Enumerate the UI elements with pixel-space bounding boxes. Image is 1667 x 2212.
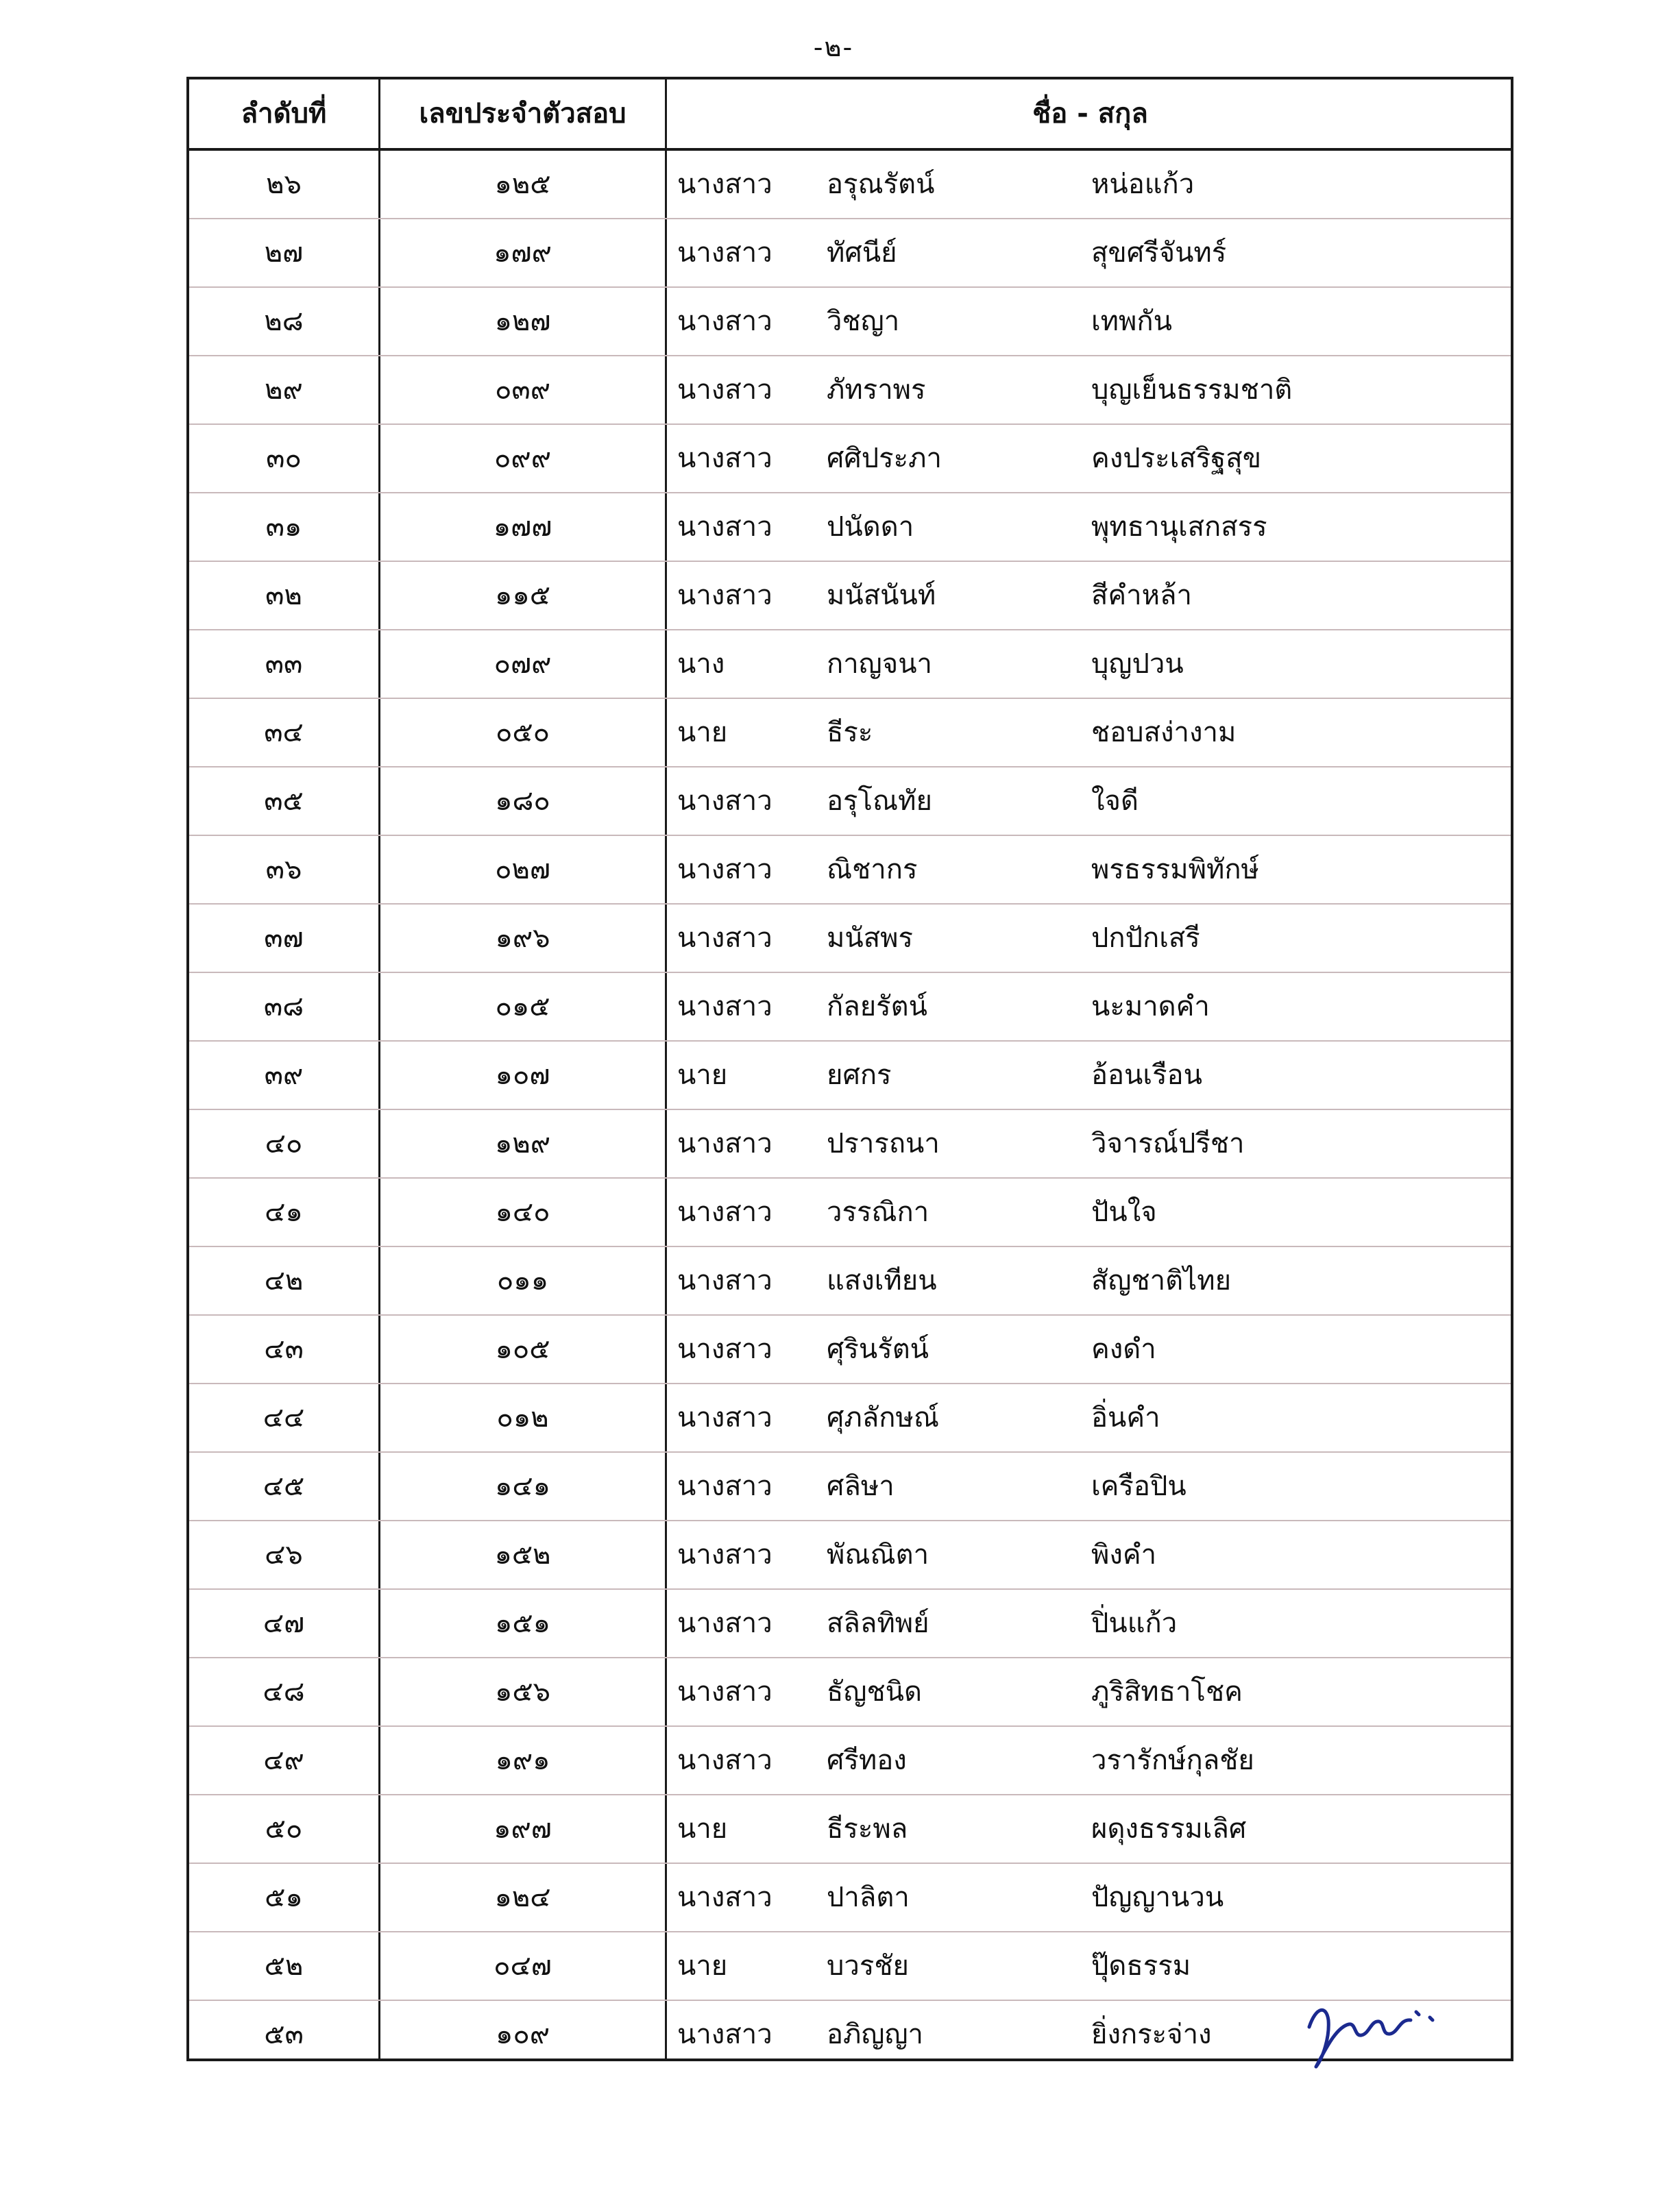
row-title: นาง xyxy=(677,648,725,680)
row-last-name: ใจดี xyxy=(1091,785,1139,817)
row-seq: ๒๗ xyxy=(264,237,304,269)
row-title: นางสาว xyxy=(677,1539,772,1571)
row-last-name: บุญเย็นธรรมชาติ xyxy=(1091,374,1293,406)
header-seq: ลำดับที่ xyxy=(241,98,327,130)
row-exam-id: ๐๑๒ xyxy=(496,1402,549,1434)
row-seq: ๕๐ xyxy=(265,1813,303,1845)
row-seq: ๔๙ xyxy=(263,1745,304,1776)
table-row xyxy=(189,1042,1511,1110)
row-first-name: ศรีทอง xyxy=(827,1745,907,1776)
row-seq: ๔๖ xyxy=(265,1539,303,1571)
table-row xyxy=(189,973,1511,1042)
row-title: นาย xyxy=(677,1950,728,1982)
row-exam-id: ๑๑๕ xyxy=(494,580,551,611)
row-last-name: สีคำหล้า xyxy=(1091,580,1192,611)
row-seq: ๔๗ xyxy=(263,1608,305,1639)
row-exam-id: ๑๘๐ xyxy=(495,785,550,817)
row-seq: ๓๖ xyxy=(265,854,302,885)
row-title: นางสาว xyxy=(677,443,772,474)
row-last-name: พิงคำ xyxy=(1091,1539,1157,1571)
row-title: นางสาว xyxy=(677,511,772,543)
row-title: นางสาว xyxy=(677,1402,772,1434)
row-first-name: ธัญชนิด xyxy=(827,1676,922,1708)
row-title: นางสาว xyxy=(677,1882,772,1913)
row-first-name: อภิญญา xyxy=(827,2019,924,2050)
row-seq: ๕๓ xyxy=(264,2019,304,2050)
row-title: นางสาว xyxy=(677,785,772,817)
row-seq: ๓๑ xyxy=(265,511,302,543)
row-last-name: ยิ่งกระจ่าง xyxy=(1091,2019,1212,2050)
row-seq: ๔๐ xyxy=(265,1128,303,1159)
row-exam-id: ๑๔๑ xyxy=(494,1471,551,1502)
row-first-name: ปรารถนา xyxy=(827,1128,940,1159)
row-first-name: ณิชากร xyxy=(827,854,918,885)
row-title: นางสาว xyxy=(677,1745,772,1776)
row-seq: ๓๔ xyxy=(264,717,304,748)
row-first-name: ปาลิตา xyxy=(827,1882,910,1913)
table-row xyxy=(189,699,1511,767)
row-seq: ๓๗ xyxy=(264,922,304,954)
row-last-name: สุขศรีจันทร์ xyxy=(1091,237,1227,269)
row-seq: ๕๑ xyxy=(265,1882,303,1913)
row-last-name: เครือปิน xyxy=(1091,1471,1187,1502)
row-exam-id: ๐๑๑ xyxy=(496,1265,549,1297)
row-last-name: วิจารณ์ปรีชา xyxy=(1091,1128,1245,1159)
table-row xyxy=(189,1864,1511,1932)
row-exam-id: ๐๕๐ xyxy=(495,717,550,748)
row-exam-id: ๑๕๖ xyxy=(494,1676,551,1708)
row-last-name: ปกปักเสรี xyxy=(1091,922,1200,954)
row-seq: ๓๕ xyxy=(264,785,304,817)
row-seq: ๔๕ xyxy=(263,1471,305,1502)
row-exam-id: ๑๒๕ xyxy=(494,169,551,200)
table-row xyxy=(189,1727,1511,1795)
row-first-name: ศุรินรัตน์ xyxy=(827,1334,929,1365)
row-exam-id: ๐๗๙ xyxy=(494,648,552,680)
row-title: นางสาว xyxy=(677,237,772,269)
table-row xyxy=(189,151,1511,219)
row-first-name: สลิลทิพย์ xyxy=(827,1608,929,1639)
table-row xyxy=(189,356,1511,425)
row-exam-id: ๑๙๑ xyxy=(495,1745,550,1776)
row-last-name: พุทธานุเสกสรร xyxy=(1091,511,1267,543)
table-row xyxy=(189,1247,1511,1316)
row-title: นางสาว xyxy=(677,1471,772,1502)
row-first-name: อรุณรัตน์ xyxy=(827,169,935,200)
row-exam-id: ๐๒๗ xyxy=(495,854,550,885)
row-title: นางสาว xyxy=(677,1334,772,1365)
row-last-name: ผดุงธรรมเลิศ xyxy=(1091,1813,1247,1845)
row-seq: ๓๙ xyxy=(264,1059,304,1091)
table-row xyxy=(189,1179,1511,1247)
row-last-name: คงประเสริฐสุข xyxy=(1091,443,1262,474)
signature xyxy=(1295,1979,1460,2075)
row-last-name: บุญปวน xyxy=(1091,648,1184,680)
row-exam-id: ๑๔๐ xyxy=(495,1196,550,1228)
row-seq: ๓๐ xyxy=(266,443,302,474)
row-exam-id: ๑๒๔ xyxy=(494,1882,551,1913)
table-row xyxy=(189,1658,1511,1727)
row-first-name: ทัศนีย์ xyxy=(827,237,897,269)
row-first-name: ศศิประภา xyxy=(827,443,942,474)
row-title: นางสาว xyxy=(677,1676,772,1708)
page-number: -๒- xyxy=(813,32,854,62)
row-first-name: แสงเทียน xyxy=(827,1265,937,1297)
row-first-name: ยศกร xyxy=(827,1059,892,1091)
row-title: นาย xyxy=(677,1059,728,1091)
row-title: นางสาว xyxy=(677,374,772,406)
row-last-name: อ้อนเรือน xyxy=(1091,1059,1202,1091)
row-first-name: มนัสนันท์ xyxy=(827,580,936,611)
candidate-table xyxy=(186,77,1513,2061)
row-first-name: บวรชัย xyxy=(827,1950,909,1982)
row-last-name: พรธรรมพิทักษ์ xyxy=(1091,854,1259,885)
row-first-name: พัณณิตา xyxy=(827,1539,929,1571)
row-title: นางสาว xyxy=(677,991,772,1022)
row-exam-id: ๑๗๙ xyxy=(494,237,552,269)
row-first-name: ภัทราพร xyxy=(827,374,926,406)
row-seq: ๓๘ xyxy=(263,991,304,1022)
table-row xyxy=(189,1110,1511,1179)
row-title: นางสาว xyxy=(677,2019,772,2050)
table-row xyxy=(189,1521,1511,1590)
row-title: นาย xyxy=(677,1813,728,1845)
table-row xyxy=(189,562,1511,630)
table-row xyxy=(189,1590,1511,1658)
row-exam-id: ๑๐๗ xyxy=(495,1059,550,1091)
row-first-name: อรุโณทัย xyxy=(827,785,932,817)
row-first-name: กัลยรัตน์ xyxy=(827,991,927,1022)
table-row xyxy=(189,425,1511,493)
row-title: นางสาว xyxy=(677,922,772,954)
row-title: นางสาว xyxy=(677,1128,772,1159)
row-exam-id: ๑๒๗ xyxy=(494,306,551,337)
row-last-name: คงดำ xyxy=(1091,1334,1156,1365)
row-first-name: มนัสพร xyxy=(827,922,913,954)
table-row xyxy=(189,767,1511,836)
row-title: นางสาว xyxy=(677,169,772,200)
row-last-name: ปิ่นแก้ว xyxy=(1091,1608,1178,1639)
header-name: ชื่อ - สกุล xyxy=(1032,98,1148,130)
row-seq: ๔๘ xyxy=(263,1676,305,1708)
row-title: นางสาว xyxy=(677,1196,772,1228)
row-seq: ๔๓ xyxy=(264,1334,304,1365)
table-row xyxy=(189,905,1511,973)
row-exam-id: ๐๙๙ xyxy=(494,443,551,474)
row-first-name: วิชญา xyxy=(827,306,900,337)
header-exam-id: เลขประจำตัวสอบ xyxy=(419,98,626,130)
table-row xyxy=(189,1453,1511,1521)
row-seq: ๕๒ xyxy=(264,1950,304,1982)
row-exam-id: ๑๒๙ xyxy=(494,1128,551,1159)
row-last-name: ปันใจ xyxy=(1091,1196,1157,1228)
row-exam-id: ๑๕๒ xyxy=(494,1539,551,1571)
row-exam-id: ๑๐๕ xyxy=(495,1334,550,1365)
row-first-name: วรรณิกา xyxy=(827,1196,929,1228)
row-seq: ๒๘ xyxy=(264,306,304,337)
row-title: นางสาว xyxy=(677,1265,772,1297)
table-row xyxy=(189,1384,1511,1453)
row-title: นาย xyxy=(677,717,728,748)
row-first-name: ธีระพล xyxy=(827,1813,908,1845)
row-first-name: ธีระ xyxy=(827,717,873,748)
table-row xyxy=(189,1795,1511,1864)
table-row xyxy=(189,219,1511,288)
table-row xyxy=(189,1316,1511,1384)
row-first-name: กาญจนา xyxy=(827,648,933,680)
row-title: นางสาว xyxy=(677,306,772,337)
row-last-name: สัญชาติไทย xyxy=(1091,1265,1232,1297)
row-exam-id: ๐๔๗ xyxy=(494,1950,552,1982)
row-last-name: ภูริสิทธาโชค xyxy=(1091,1676,1243,1708)
table-row xyxy=(189,493,1511,562)
row-last-name: หน่อแก้ว xyxy=(1091,169,1195,200)
row-first-name: ศุภลักษณ์ xyxy=(827,1402,939,1434)
table-row xyxy=(189,836,1511,905)
row-seq: ๒๖ xyxy=(266,169,302,200)
row-seq: ๔๒ xyxy=(264,1265,304,1297)
row-exam-id: ๐๓๙ xyxy=(494,374,551,406)
table-row xyxy=(189,630,1511,699)
row-title: นางสาว xyxy=(677,854,772,885)
row-first-name: ปนัดดา xyxy=(827,511,914,543)
row-last-name: นะมาดคำ xyxy=(1091,991,1210,1022)
row-exam-id: ๑๕๑ xyxy=(494,1608,551,1639)
row-exam-id: ๐๑๕ xyxy=(495,991,550,1022)
row-last-name: อิ่นคำ xyxy=(1091,1402,1160,1434)
row-seq: ๓๒ xyxy=(265,580,302,611)
row-seq: ๓๓ xyxy=(265,648,303,680)
row-title: นางสาว xyxy=(677,1608,772,1639)
row-first-name: ศลิษา xyxy=(827,1471,895,1502)
row-seq: ๔๔ xyxy=(263,1402,305,1434)
row-exam-id: ๑๐๙ xyxy=(495,2019,550,2050)
row-last-name: เทพกัน xyxy=(1091,306,1172,337)
row-seq: ๒๙ xyxy=(265,374,303,406)
row-exam-id: ๑๗๗ xyxy=(493,511,552,543)
row-title: นางสาว xyxy=(677,580,772,611)
row-exam-id: ๑๙๖ xyxy=(495,922,550,954)
row-last-name: วรารักษ์กุลชัย xyxy=(1091,1745,1254,1776)
table-header xyxy=(189,79,1511,151)
row-last-name: ปัญญานวน xyxy=(1091,1882,1224,1913)
table-body xyxy=(189,151,1511,2069)
row-exam-id: ๑๙๗ xyxy=(494,1813,552,1845)
row-last-name: ชอบสง่างาม xyxy=(1091,717,1237,748)
table-row xyxy=(189,288,1511,356)
row-last-name: ปุ๊ดธรรม xyxy=(1091,1950,1191,1982)
row-seq: ๔๑ xyxy=(265,1196,303,1228)
